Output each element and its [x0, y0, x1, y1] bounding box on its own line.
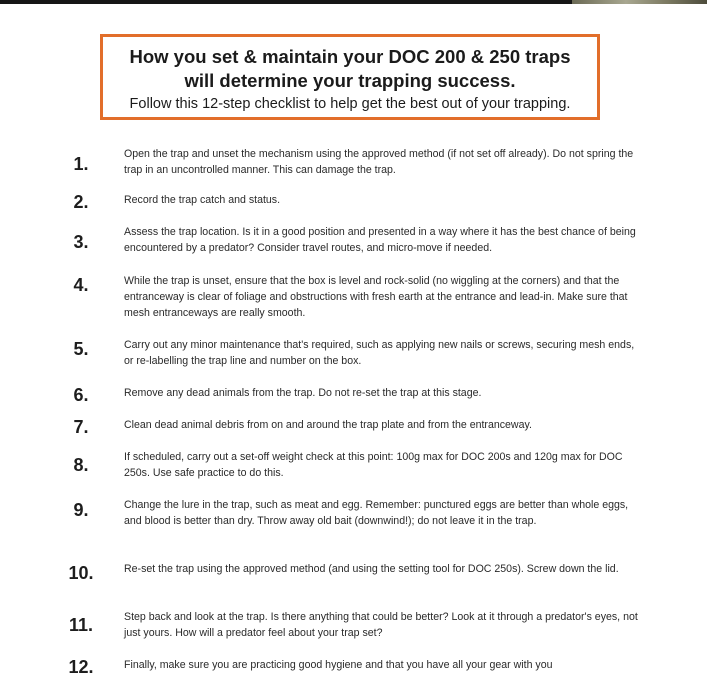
step-text: Clean dead animal debris from on and around the trap plate and from the entranceway.	[124, 419, 532, 431]
step-text: If scheduled, carry out a set-off weight check at this point: 100g max for DOC 200s and 120g max for DOC 250s. Use safe practice to do this.	[124, 451, 623, 479]
step-number: 6.	[73, 385, 89, 405]
step-text: Change the lure in the trap, such as meat and egg. Remember: punctured eggs are better than whole eggs, and blood is better than dry. Throw away old bait (downwind!); do not leave it in the trap.	[124, 499, 629, 527]
step-text: Remove any dead animals from the trap. Do not re-set the trap at this stage.	[124, 387, 482, 399]
step-text: Carry out any minor maintenance that's required, such as applying new nails or screws, securing mesh ends, or re-labelling the trap line and number on the box.	[124, 339, 635, 367]
step-number: 1.	[73, 154, 89, 174]
step-number: 12.	[68, 657, 94, 677]
top-edge-photo-strip	[572, 0, 707, 4]
step-number: 11.	[68, 615, 94, 635]
intro-callout-box	[100, 34, 600, 120]
checklist-heading: How you set & maintain your DOC 200 & 250 traps will determine your trapping success.	[129, 46, 571, 91]
step-number: 2.	[73, 192, 89, 212]
step-number: 3.	[73, 232, 89, 252]
step-text: Step back and look at the trap. Is there anything that could be better? Look at it through a predator's eyes, not just yours. How will a predator feel about your trap set?	[124, 611, 638, 639]
step-number: 8.	[73, 455, 89, 475]
checklist-subheading: Follow this 12-step checklist to help get the best out of your trapping.	[129, 96, 571, 112]
step-text: Finally, make sure you are practicing good hygiene and that you have all your gear with you	[124, 659, 553, 671]
step-text: Assess the trap location. Is it in a good position and presented in a way where it has the best chance of being encountered by a predator? Consider travel routes, and micro-move if needed.	[124, 226, 636, 254]
step-text: Re-set the trap using the approved method (and using the setting tool for DOC 250s). Screw down the lid.	[124, 563, 619, 575]
step-number: 9.	[73, 500, 89, 520]
step-number: 5.	[73, 339, 89, 359]
step-text: Open the trap and unset the mechanism using the approved method (if not set off already). Do not spring the trap in an uncontrolled manner. This can damage the trap.	[124, 148, 634, 176]
step-number: 4.	[73, 275, 89, 295]
step-number: 7.	[73, 417, 89, 437]
step-number: 10.	[68, 563, 94, 583]
step-text: Record the trap catch and status.	[124, 194, 281, 206]
step-text: While the trap is unset, ensure that the box is level and rock-solid (no wiggling at the corners) and that the entranceway is clear of foliage and obstructions with fresh earth at the entrance and lead-in. Make sure that mesh entranceways are really smooth.	[124, 275, 628, 319]
